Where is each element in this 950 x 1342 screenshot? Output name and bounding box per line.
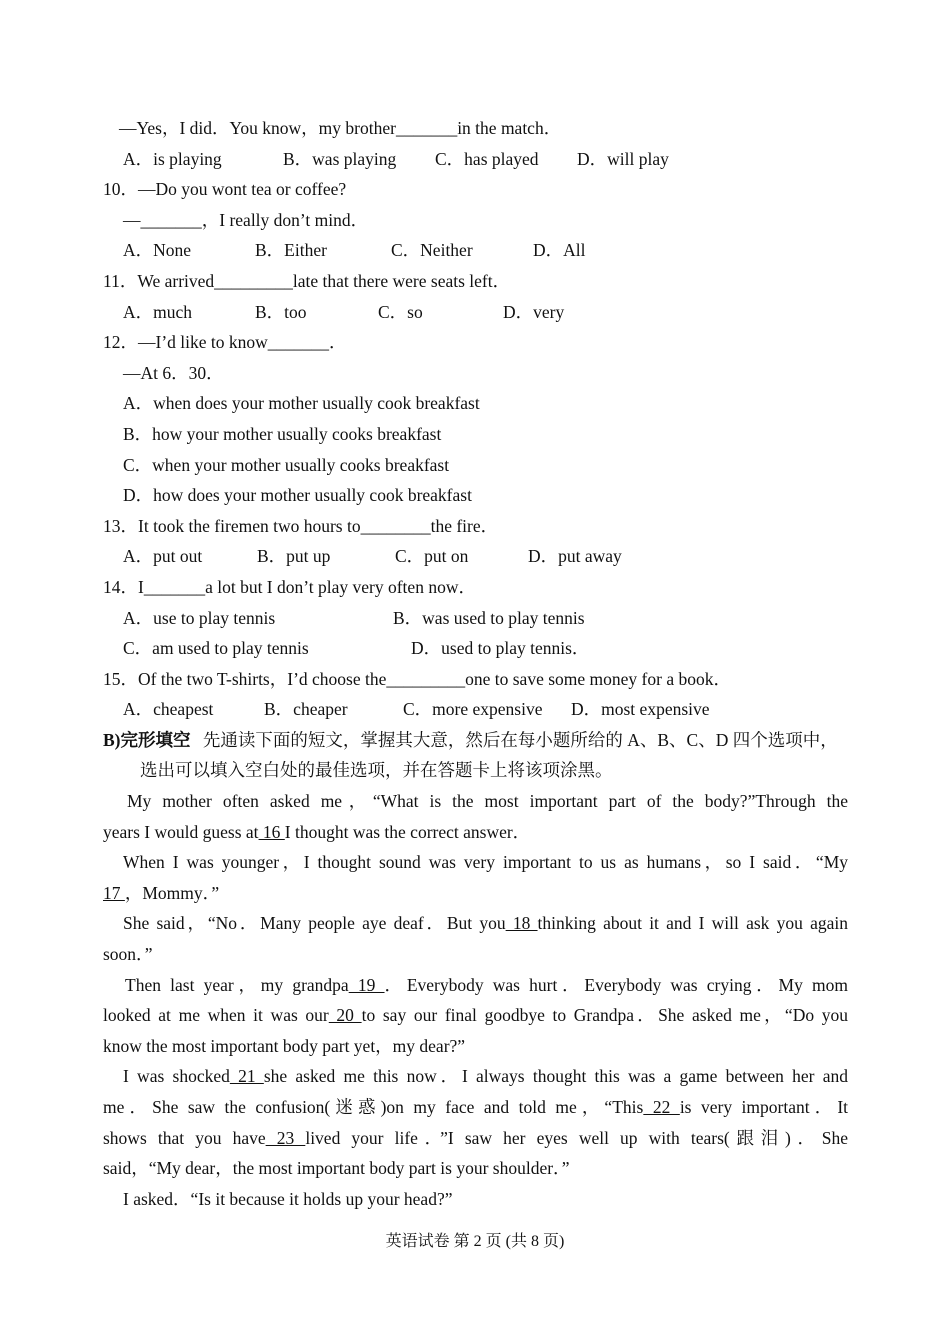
q10-option-a: A．None bbox=[123, 240, 192, 261]
blank-18: 18 bbox=[505, 913, 538, 934]
q13-option-d: D．put away bbox=[528, 546, 622, 567]
q9-dialog: —Yes，I did．You know，my brother_______in the match． bbox=[119, 118, 562, 138]
q11-option-c: C．so bbox=[378, 301, 423, 322]
q12-reply: —At 6．30． bbox=[123, 362, 224, 383]
q11-option-d: D．very bbox=[503, 301, 565, 322]
passage-p4-line3: know the most important body part yet，my dear?” bbox=[103, 1035, 466, 1056]
q12-option-b: B．how your mother usually cooks breakfast bbox=[123, 423, 442, 444]
q11-option-a: A．much bbox=[123, 301, 193, 322]
blank-23: 23 bbox=[265, 1127, 306, 1148]
passage-p5-line2: me．She saw the confusion(迷惑)on my face and told me，“This 22 is very important．It bbox=[103, 1097, 848, 1117]
section-b-header bbox=[103, 725, 848, 756]
section-b-label: B)完形填空 bbox=[103, 729, 191, 750]
section-b-instruction-2: 选出可以填入空白处的最佳选项，并在答题卡上将该项涂黑。 bbox=[140, 760, 613, 781]
q14-options-cd bbox=[103, 633, 848, 664]
q15-options bbox=[103, 694, 848, 725]
q15-stem: 15．Of the two T-shirts，I’d choose the_________one to save some money for a book． bbox=[103, 668, 731, 689]
q12-option-c: C．when your mother usually cooks breakfast bbox=[123, 454, 450, 475]
q13-stem: 13．It took the firemen two hours to________the fire． bbox=[103, 515, 499, 536]
q10-option-c: C．Neither bbox=[391, 240, 473, 261]
q14-option-b: B．was used to play tennis bbox=[393, 607, 585, 628]
q15-option-d: D．most expensive bbox=[571, 699, 710, 720]
exam-page bbox=[103, 113, 848, 1214]
q11-stem: 11．We arrived_________late that there were seats left． bbox=[103, 270, 511, 291]
passage-p2-line2: 17 ，Mommy．” bbox=[103, 882, 220, 903]
passage-p2-line1: When I was younger，I thought sound was very important to us as humans，so I said．“My bbox=[123, 852, 848, 873]
q9-option-c: C．has played bbox=[435, 148, 539, 169]
q12-option-d: D．how does your mother usually cook breakfast bbox=[123, 485, 472, 506]
q13-option-c: C．put on bbox=[395, 546, 469, 567]
passage-p4-line2: looked at me when it was our 20 to say our final goodbye to Grandpa．She asked me，“Do you bbox=[103, 1005, 848, 1026]
blank-21: 21 bbox=[229, 1066, 264, 1087]
passage-p6-line1: I asked．“Is it because it holds up your head?” bbox=[123, 1188, 453, 1209]
q10-option-d: D．All bbox=[533, 240, 586, 261]
q10-reply: —_______，I really don’t mind． bbox=[123, 209, 369, 230]
q9-option-d: D．will play bbox=[577, 148, 669, 169]
q10-option-b: B．Either bbox=[255, 240, 327, 261]
q14-options-ab bbox=[103, 603, 848, 634]
passage-p5-line1: I was shocked 21 she asked me this now．I always thought this was a game between her and bbox=[123, 1066, 848, 1087]
blank-20: 20 bbox=[328, 1005, 362, 1026]
passage-p1-line2: years I would guess at 16 I thought was the correct answer． bbox=[103, 821, 531, 842]
q15-option-a: A．cheapest bbox=[123, 699, 214, 720]
q15-option-c: C．more expensive bbox=[403, 699, 543, 720]
blank-17: 17 bbox=[103, 882, 125, 903]
q11-option-b: B．too bbox=[255, 301, 307, 322]
q14-option-c: C．am used to play tennis bbox=[123, 638, 309, 659]
section-b-instruction-1: 先通读下面的短文，掌握其大意，然后在每小题所给的 A、B、C、D 四个选项中， bbox=[202, 729, 838, 750]
q15-option-b: B．cheaper bbox=[264, 699, 348, 720]
q13-option-b: B．put up bbox=[257, 546, 331, 567]
page-footer: 英语试卷 第 2 页 (共 8 页) bbox=[385, 1233, 565, 1250]
passage-p5-line4: said，“My dear，the most important body part is your shoulder．” bbox=[103, 1158, 570, 1179]
blank-16: 16 bbox=[258, 821, 285, 842]
q14-option-a: A．use to play tennis bbox=[123, 607, 276, 628]
q13-options bbox=[103, 541, 848, 572]
passage-p3-line2: soon．” bbox=[103, 944, 153, 965]
passage-p3-line1: She said，“No．Many people aye deaf．But you 18 thinking about it and I will ask you again bbox=[123, 913, 848, 934]
q11-options bbox=[103, 297, 848, 328]
q14-stem: 14．I_______a lot but I don’t play very often now． bbox=[103, 576, 476, 597]
q12-stem: 12．—I’d like to know_______． bbox=[103, 332, 347, 353]
blank-22: 22 bbox=[643, 1097, 680, 1117]
q14-option-d: D．used to play tennis． bbox=[411, 638, 590, 659]
passage-p5-line3: shows that you have 23 lived your life．”I saw her eyes well up with tears(跟泪)．She bbox=[103, 1127, 848, 1148]
q10-stem: 10．—Do you wont tea or coffee? bbox=[103, 179, 347, 200]
q9-option-a: A．is playing bbox=[123, 148, 222, 169]
q10-options bbox=[103, 235, 848, 266]
blank-19: 19 bbox=[348, 974, 385, 995]
passage-p4-line1: Then last year，my grandpa 19 ．Everybody was hurt．Everybody was crying．My mom bbox=[125, 974, 848, 995]
q9-options bbox=[103, 144, 848, 175]
q13-option-a: A．put out bbox=[123, 546, 203, 567]
q12-option-a: A．when does your mother usually cook breakfast bbox=[123, 393, 480, 414]
passage-p1-line1: My mother often asked me，“What is the most important part of the body?”Through the bbox=[127, 791, 848, 812]
q9-option-b: B．was playing bbox=[283, 148, 397, 169]
